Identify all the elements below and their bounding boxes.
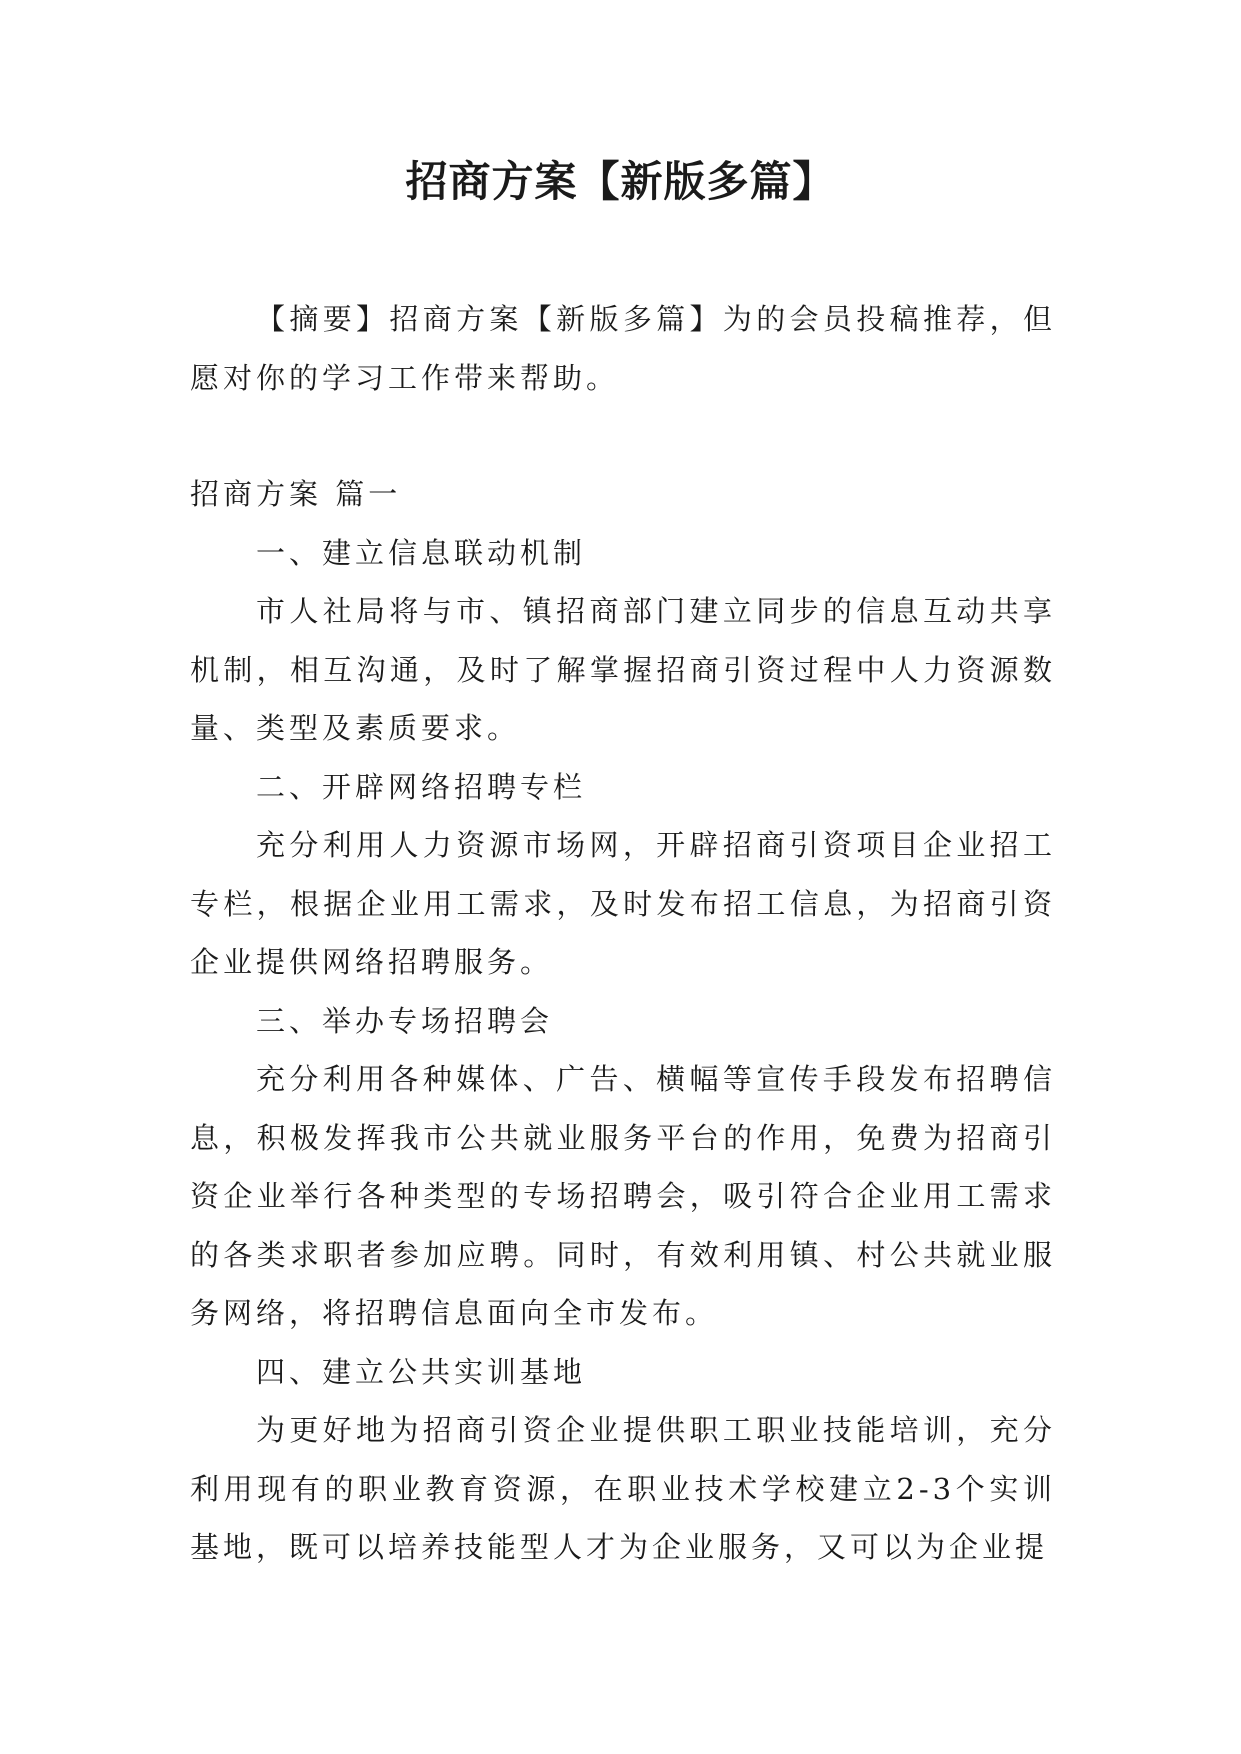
body-paragraph-4: 为更好地为招商引资企业提供职工职业技能培训，充分利用现有的职业教育资源，在职业技术学校建立2-3个实训基地，既可以培养技能型人才为企业服务，又可以为企业提 bbox=[190, 1413, 1056, 1564]
subheading-4: 四、建立公共实训基地 bbox=[256, 1354, 587, 1389]
document-body bbox=[190, 290, 1056, 1577]
document-title: 招商方案【新版多篇】 bbox=[405, 157, 836, 206]
summary-paragraph: 【摘要】招商方案【新版多篇】为的会员投稿推荐，但愿对你的学习工作带来帮助。 bbox=[190, 302, 1056, 395]
subheading-1: 一、建立信息联动机制 bbox=[256, 535, 587, 570]
subheading-3: 三、举办专场招聘会 bbox=[256, 1003, 554, 1038]
body-paragraph-1: 市人社局将与市、镇招商部门建立同步的信息互动共享机制，相互沟通，及时了解掌握招商引资过程中人力资源数量、类型及素质要求。 bbox=[190, 594, 1056, 745]
body-paragraph-2: 充分利用人力资源市场网，开辟招商引资项目企业招工专栏，根据企业用工需求，及时发布招工信息，为招商引资企业提供网络招聘服务。 bbox=[190, 828, 1056, 979]
body-paragraph-3: 充分利用各种媒体、广告、横幅等宣传手段发布招聘信息，积极发挥我市公共就业服务平台的作用，免费为招商引资企业举行各种类型的专场招聘会，吸引符合企业用工需求的各类求职者参加应聘。同时，有效利用镇、村公共就业服务网络，将招聘信息面向全市发布。 bbox=[190, 1062, 1056, 1330]
subheading-2: 二、开辟网络招聘专栏 bbox=[256, 769, 587, 804]
section-heading: 招商方案 篇一 bbox=[190, 477, 402, 511]
